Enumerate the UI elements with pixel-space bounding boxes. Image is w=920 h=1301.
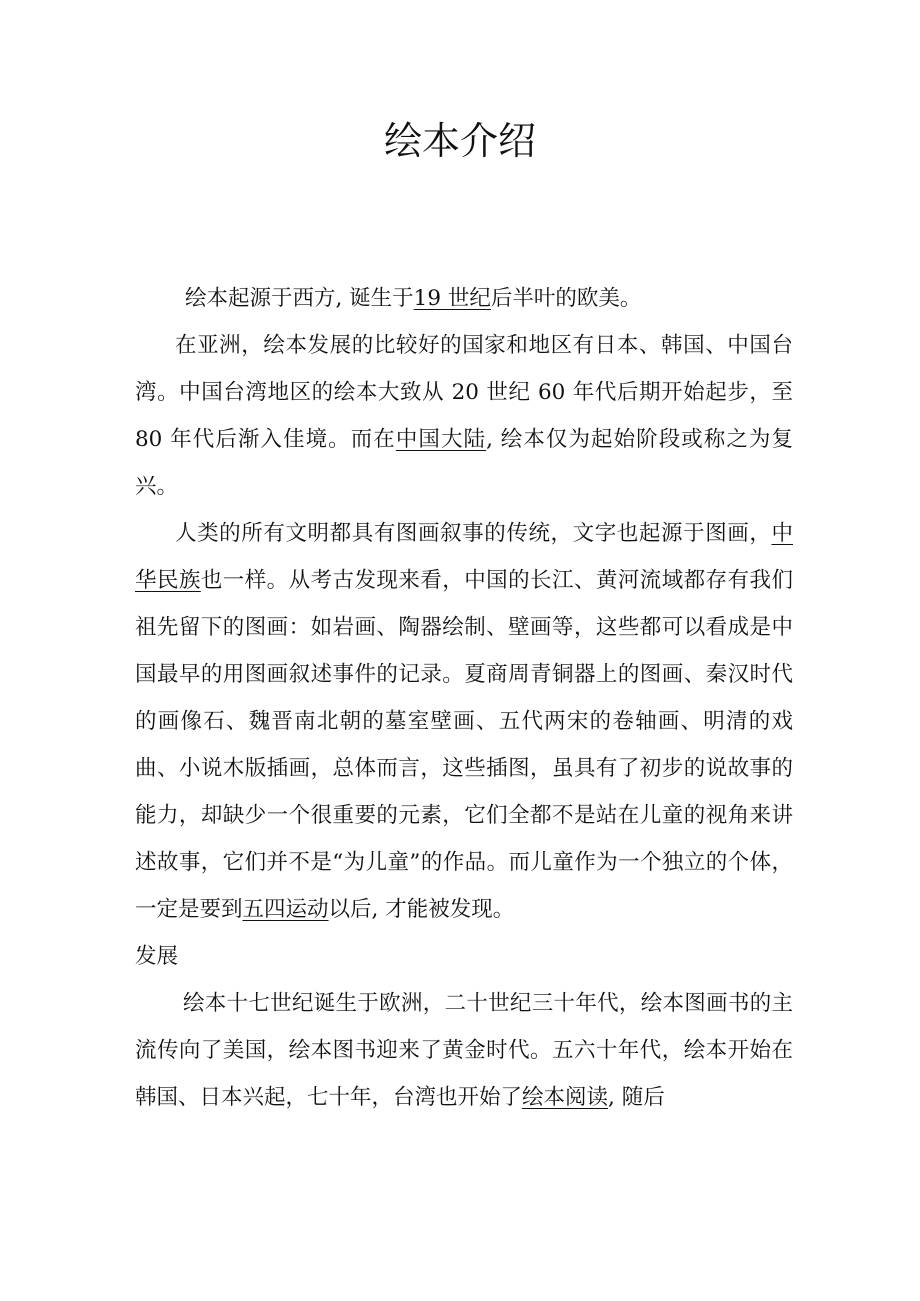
document-title: 绘本介绍 [383,119,536,163]
paragraph-origin-text-end: 后半叶的欧美。 [490,286,642,311]
link-chinese-nation[interactable]: 中华民族 [135,521,793,593]
paragraph-asia-text: 在亚洲，绘本发展的比较好的国家和地区有日本、韩国、中国台湾。中国台湾地区的绘本大致从 20 世纪 60 年代后期开始起步，至 80 年代后渐入佳境。而在 [135,333,793,452]
paragraph-asia [135,322,793,510]
section-heading-development: 发展 [135,944,179,969]
link-may-fourth-movement[interactable]: 五四运动 [242,897,329,922]
link-mainland-china[interactable]: 中国大陆 [395,427,487,452]
paragraph-origin [135,275,793,322]
paragraph-origin-text: 绘本起源于西方, 诞生于 [185,286,414,311]
link-19th-century[interactable]: 19 世纪 [413,286,491,311]
paragraph-history [135,510,793,933]
paragraph-history-text-end: 以后, 才能被发现。 [328,897,515,922]
paragraph-asia-text-end: , 绘本仅为起始阶段或称之为复兴。 [135,427,793,499]
paragraph-history-text: 人类的所有文明都具有图画叙事的传统，文字也起源于图画， [175,521,772,546]
paragraph-development-text: 绘本十七世纪诞生于欧洲，二十世纪三十年代，绘本图画书的主流传向了美国，绘本图书迎来了黄金时代。五六十年代，绘本开始在韩国、日本兴起，七十年，台湾也开始了 [135,991,793,1110]
paragraph-development [135,980,793,1121]
document-body [135,275,793,1121]
paragraph-development-text-end: , 随后 [608,1085,665,1110]
link-picture-book-reading[interactable]: 绘本阅读 [522,1085,609,1110]
paragraph-history-text-mid: 也一样。从考古发现来看，中国的长江、黄河流域都存有我们祖先留下的图画：如岩画、陶器绘制、壁画等，这些都可以看成是中国最早的用图画叙述事件的记录。夏商周青铜器上的图画、秦汉时代的画像石、魏晋南北朝的墓室壁画、五代两宋的卷轴画、明清的戏曲、小说木版插画，总体而言，这些插图，虽具有了初步的说故事的能力，却缺少一个很重要的元素，它们全都不是站在儿童的视角来讲述故事，它们并不是“为儿童”的作品。而儿童作为一个独立的个体，一定是要到 [135,568,793,922]
